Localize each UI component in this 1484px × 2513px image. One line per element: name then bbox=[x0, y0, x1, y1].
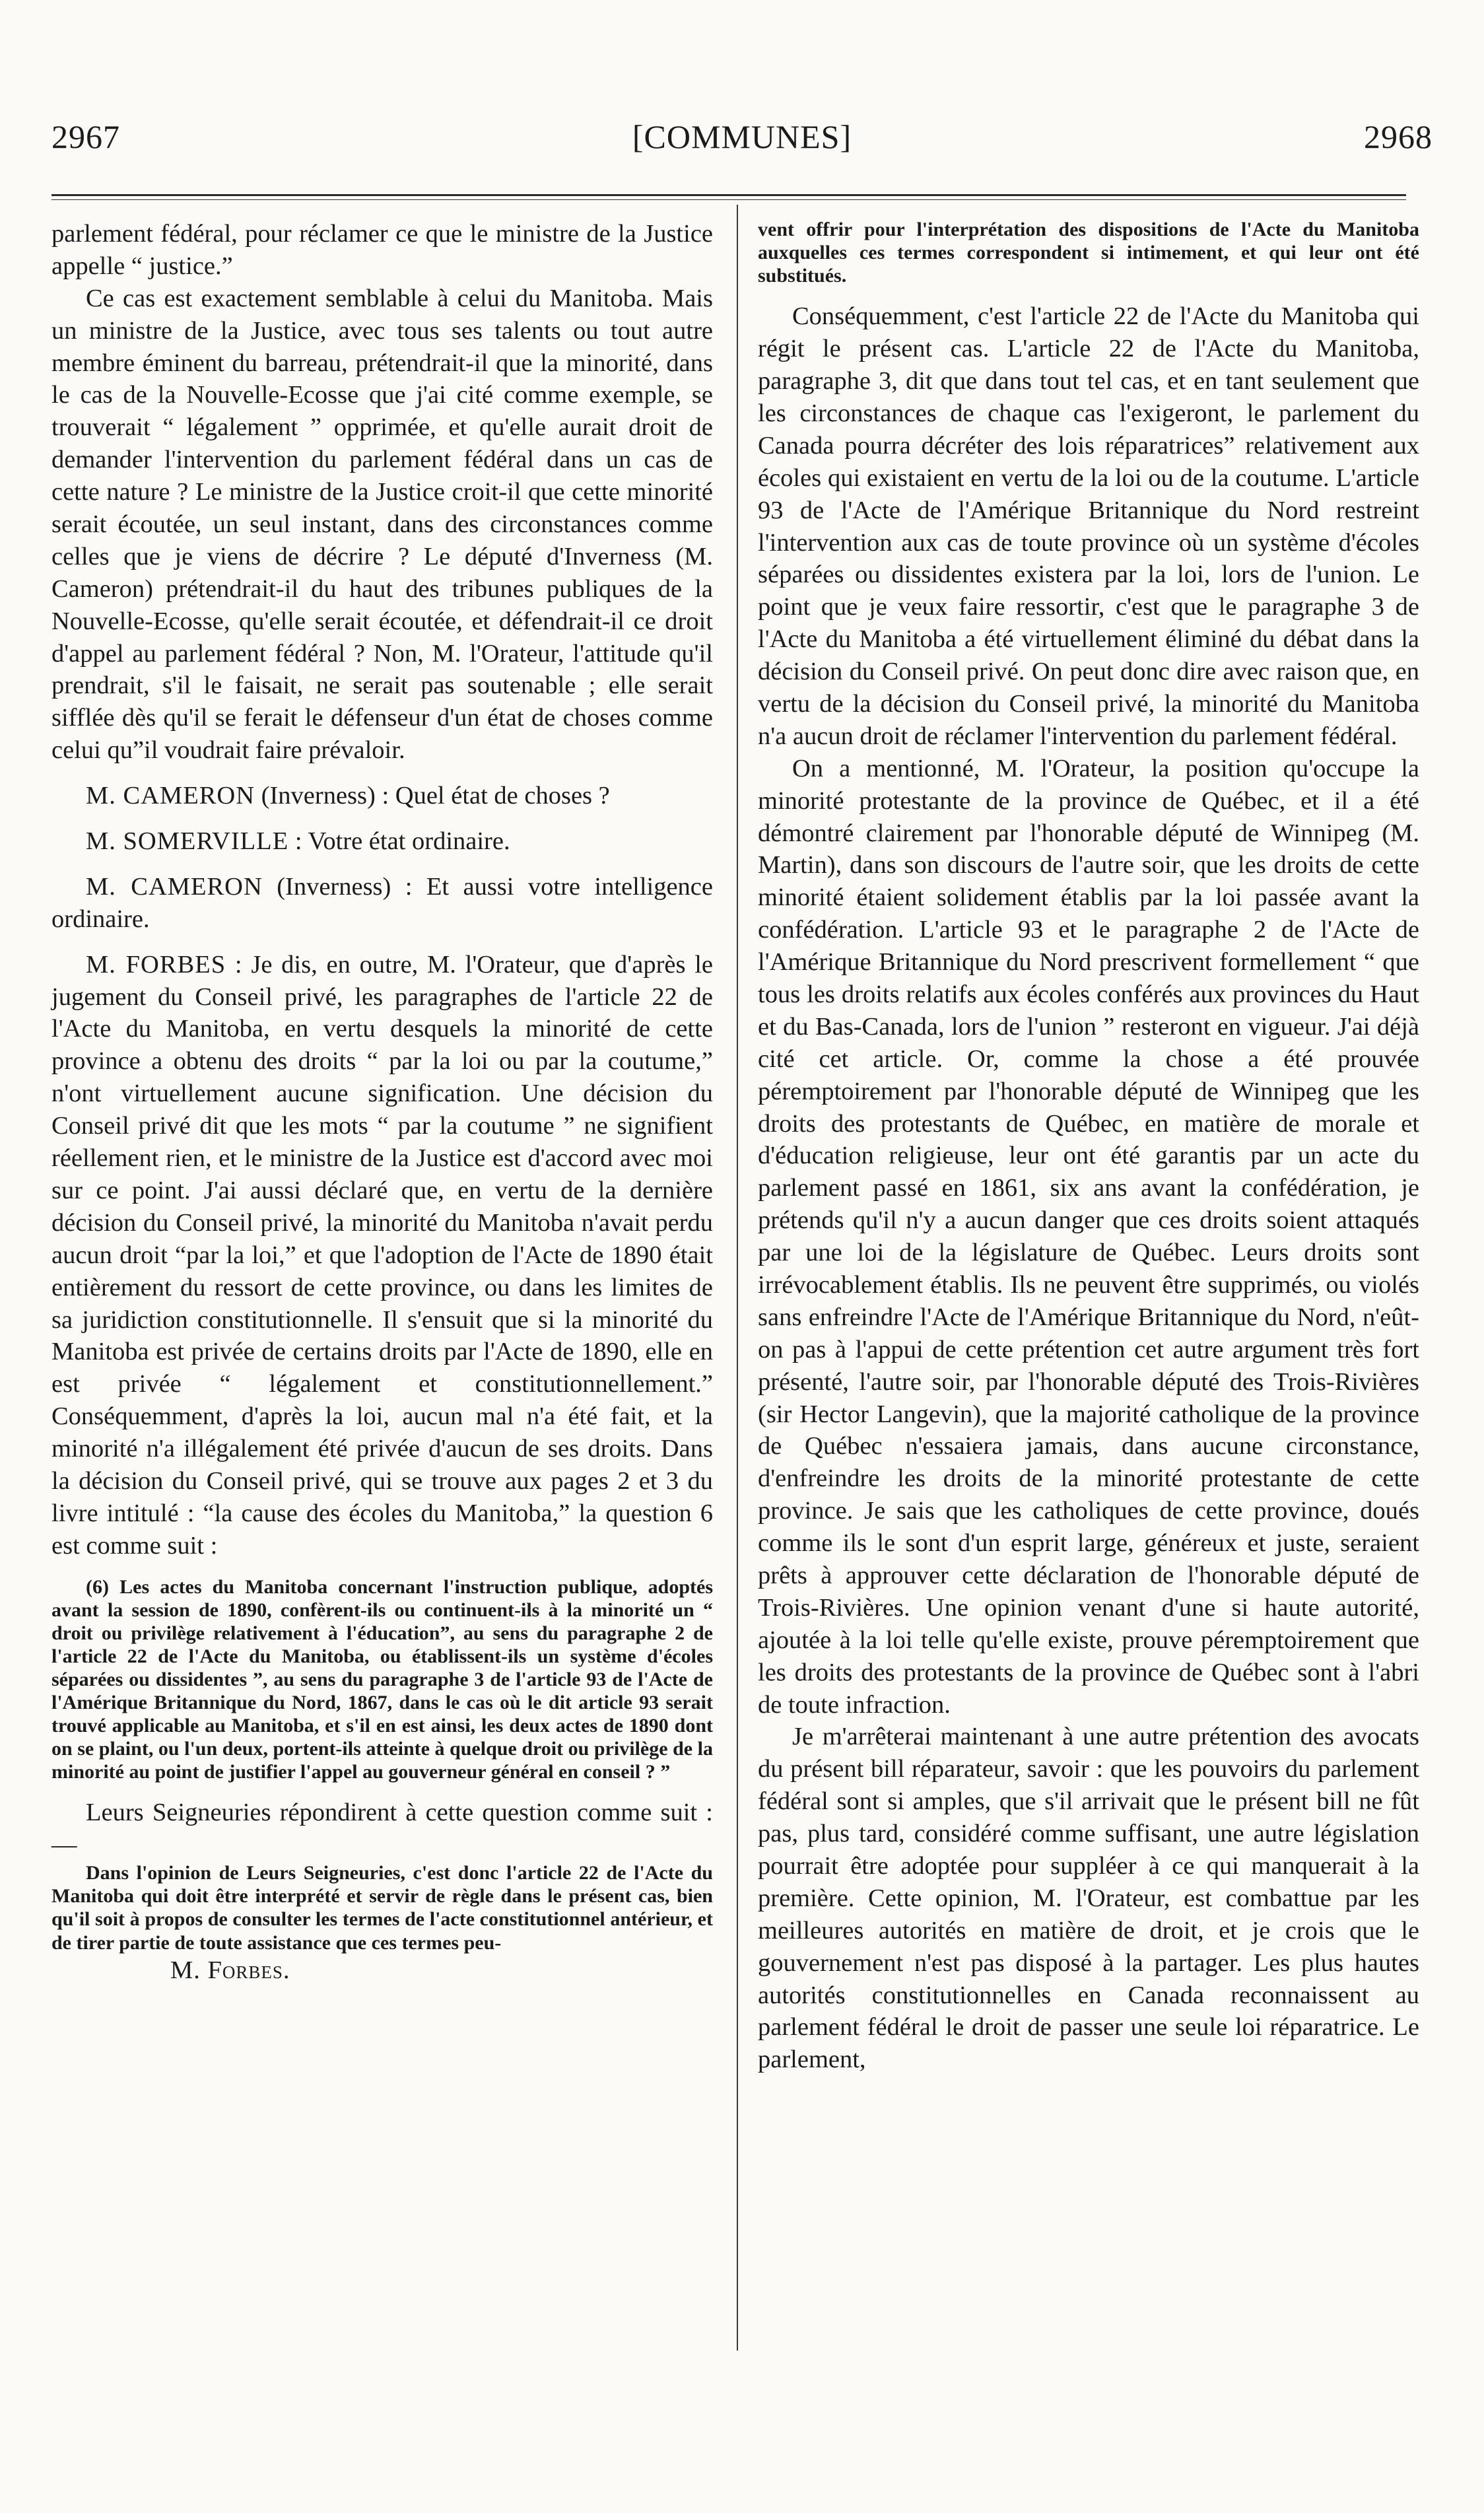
paragraph: Ce cas est exactement semblable à celui du Manitoba. Mais un ministre de la Justice, avec tous ses talents ou tout autre membre éminent du barreau, prétendrait-il que la minorité, dans le cas de la Nouvelle-Ecosse que j'ai cité comme exemple, se trouverait “ légalement ” opprimée, et qu'elle aurait droit de demander l'intervention du parlement fédéral dans un cas de cette nature ? Le ministre de la Justice croit-il que cette minorité serait écoutée, un seul instant, dans des circonstances comme celles que je viens de décrire ? Le député d'Inverness (M. Cameron) prétendrait-il du haut des tribunes publiques de la Nouvelle-Ecosse, qu'elle serait écoutée, et défendrait-il ce droit d'appel au parlement fédéral ? Non, M. l'Orateur, l'attitude qu'il prendrait, s'il le faisait, ne serait pas soutenable ; elle serait sifflée dès qu'il se ferait le défenseur d'un état de choses comme celui qu”il voudrait faire prévaloir. bbox=[51, 284, 713, 765]
paragraph-reply: Leurs Seigneuries répondirent à cette question comme suit :— bbox=[51, 1799, 713, 1859]
paragraph: On a mentionné, M. l'Orateur, la position qu'occupe la minorité protestante de la province de Québec, et il a été démontré clairement par l'honorable député de Winnipeg (M. Martin), dans son discours de l'autre soir, que les droits de cette minorité étaient solidement établis par la loi passée avant la confédération. L'article 93 et le paragraphe 2 de l'Acte de l'Amérique Britannique du Nord prescrivent formellement “ que tous les droits relatifs aux écoles conférés aux provinces du Haut et du Bas-Canada, lors de l'union ” resteront en vigueur. J'ai déjà cité cet article. Or, comme la chose a été prouvée péremptoirement par l'honorable député de Winnipeg que les droits des protestants de Québec, en matière de morale et d'éducation religieuse, leur ont été garantis par un acte du parlement passé en 1861, six ans avant la confédération, je prétends qu'il n'y a aucun danger que ces droits soient attaqués par une loi de la législature de Québec. Leurs droits sont irrévocablement établis. Ils ne peuvent être supprimés, ou violés sans enfreindre l'Acte de l'Amérique Britannique du Nord, n'eût-on pas à l'appui de cette prétention cet autre argument très fort présenté, l'autre soir, par l'honorable député des Trois-Rivières (sir Hector Langevin), que la majorité catholique de la province de Québec n'essaiera jamais, dans aucune circonstance, d'enfreindre les droits de la minorité protestante de cette province. Je sais que les catholiques de cette province, doués comme ils le sont d'un esprit large, généreux et juste, seraient prêts à approuver cette déclaration de l'honorable député de Trois-Rivières. Une opinion venant d'une si haute autorité, ajoutée à la loi telle qu'elle existe, prouve péremptoirement que les droits des protestants de la province de Québec sont à l'abri de toute infraction. bbox=[758, 754, 1419, 1719]
right-page-number: 2968 bbox=[1364, 118, 1433, 155]
speech-cameron bbox=[51, 780, 713, 812]
left-page-number: 2967 bbox=[51, 118, 120, 155]
signature: M. Forbes. bbox=[170, 1956, 290, 1984]
speaker-name: M. CAMERON bbox=[86, 872, 263, 901]
right-column bbox=[758, 218, 1419, 2076]
speaker-name: M. FORBES bbox=[86, 950, 226, 979]
quoted-reply: Dans l'opinion de Leurs Seigneuries, c'est donc l'article 22 de l'Acte du Manitoba qui doit être interprété et servir de règle dans le présent cas, bien qu'il soit à propos de consulter les termes de l'acte constitutionnel antérieur, et de tirer partie de toute assistance que ces termes peu- bbox=[51, 1862, 713, 1954]
speech-cameron-2 bbox=[51, 871, 713, 936]
speech-somerville bbox=[51, 825, 713, 858]
speech-text: : Votre état ordinaire. bbox=[294, 827, 510, 856]
paragraph: Conséquemment, c'est l'article 22 de l'Acte du Manitoba qui régit le présent cas. L'article 22 de l'Acte du Manitoba, paragraphe 3, dit que dans tout tel cas, et en tant seulement que les circonstances de chaque cas l'exigeront, le parlement du Canada pourra décréter des lois réparatrices” relativement aux écoles qui existaient en vertu de la loi ou de la coutume. L'article 93 de l'Acte de l'Amérique Britannique du Nord restreint l'intervention aux cas de toute province où un système d'écoles séparées ou dissidentes existera par la loi, lors de l'union. Le point que je veux faire ressortir, c'est que le paragraphe 3 de l'Acte du Manitoba a été virtuellement éliminé du débat dans la décision du Conseil privé. On peut donc dire avec raison que, en vertu de la décision du Conseil privé, la minorité du Manitoba n'a aucun droit de réclamer l'intervention du parlement fédéral. bbox=[758, 302, 1419, 750]
speech-text: (Inverness) : Quel état de choses ? bbox=[261, 782, 610, 810]
quoted-question-6: (6) Les actes du Manitoba concernant l'instruction publique, adoptés avant la session de 1890, confèrent-ils ou continuent-ils à la minorité un “ droit ou privilège relativement à l'éducation”, au sens du paragraphe 2 de l'article 22 de l'Acte du Manitoba, ou établissent-ils un système d'écoles séparées ou dissidentes ”, au sens du paragraphe 3 de l'article 93 de l'Acte de l'Amérique Britannique du Nord, 1867, dans le cas où le dit article 93 serait trouvé applicable au Manitoba, et s'il en est ainsi, les deux actes de 1890 dont on se plaint, ou l'un deux, portent-ils atteinte à quelque droit ou privilège de la minorité au point de justifier l'appel au gouverneur général en conseil ? ” bbox=[51, 1575, 713, 1783]
header-rule-thin bbox=[51, 199, 1406, 200]
speaker-name: M. SOMERVILLE bbox=[86, 827, 289, 856]
speech-forbes bbox=[51, 949, 713, 1562]
speaker-name: M. CAMERON bbox=[86, 782, 255, 810]
speech-text: : Je dis, en outre, M. l'Orateur, que d'après le jugement du Conseil privé, les paragraphes de l'article 22 de l'Acte du Manitoba, en vertu desquels la minorité de cette province a obtenu des droits “ par la loi ou par la coutume,” n'ont virtuellement aucune signification. Une décision du Conseil privé dit que les mots “ par la coutume ” ne signifient réellement rien, et le ministre de la Justice est d'accord avec moi sur ce point. J'ai aussi déclaré que, en vertu de la dernière décision du Conseil privé, la minorité du Manitoba n'avait perdu aucun droit “par la loi,” et que l'adoption de l'Acte de 1890 était entièrement du ressort de cette province, ou dans les limites de sa juridiction constitutionnelle. Il s'ensuit que si la minorité du Manitoba est privée de certains droits par l'Acte de 1890, elle en est privée “ légalement et constitutionnellement.” Conséquemment, d'après la loi, aucun mal n'a été fait, et la minorité n'a illégalement été privée d'aucun de ses droits. Dans la décision du Conseil privé, qui se trouve aux pages 2 et 3 du livre intitulé : “la cause des écoles du Manitoba,” la question 6 est comme suit : bbox=[51, 950, 714, 1560]
header-rule-thick bbox=[51, 194, 1406, 196]
left-column bbox=[51, 218, 713, 1987]
page-header bbox=[0, 118, 1484, 170]
column-divider bbox=[737, 205, 738, 2351]
speech-text: (Inverness) : Et aussi votre intelligence ordinaire. bbox=[51, 872, 713, 933]
paragraph-continued: parlement fédéral, pour réclamer ce que le ministre de la Justice appelle “ justice.” bbox=[51, 220, 713, 280]
quoted-reply-continued: vent offrir pour l'interprétation des dispositions de l'Acte du Manitoba auxquelles ces termes correspondent si intimement, et qui leur ont été substitués. bbox=[758, 219, 1419, 287]
paragraph: Je m'arrêterai maintenant à une autre prétention des avocats du présent bill réparateur, savoir : que les pouvoirs du parlement fédéral sont si amples, que s'il arrivait que le présent bill ne fût pas, plus tard, considéré comme suffisant, une autre législation pourrait être adoptée pour suppléer à ce qui manquerait à la première. Cette opinion, M. l'Orateur, est combattue par les meilleures autorités en matière de droit, et je crois que le gouvernement n'est pas disposé à la partager. Les plus hautes autorités constitutionnelles en Canada reconnaissent au parlement fédéral le droit de passer une seule loi réparatrice. Le parlement, bbox=[758, 1723, 1419, 2074]
running-title: [COMMUNES] bbox=[632, 118, 852, 155]
